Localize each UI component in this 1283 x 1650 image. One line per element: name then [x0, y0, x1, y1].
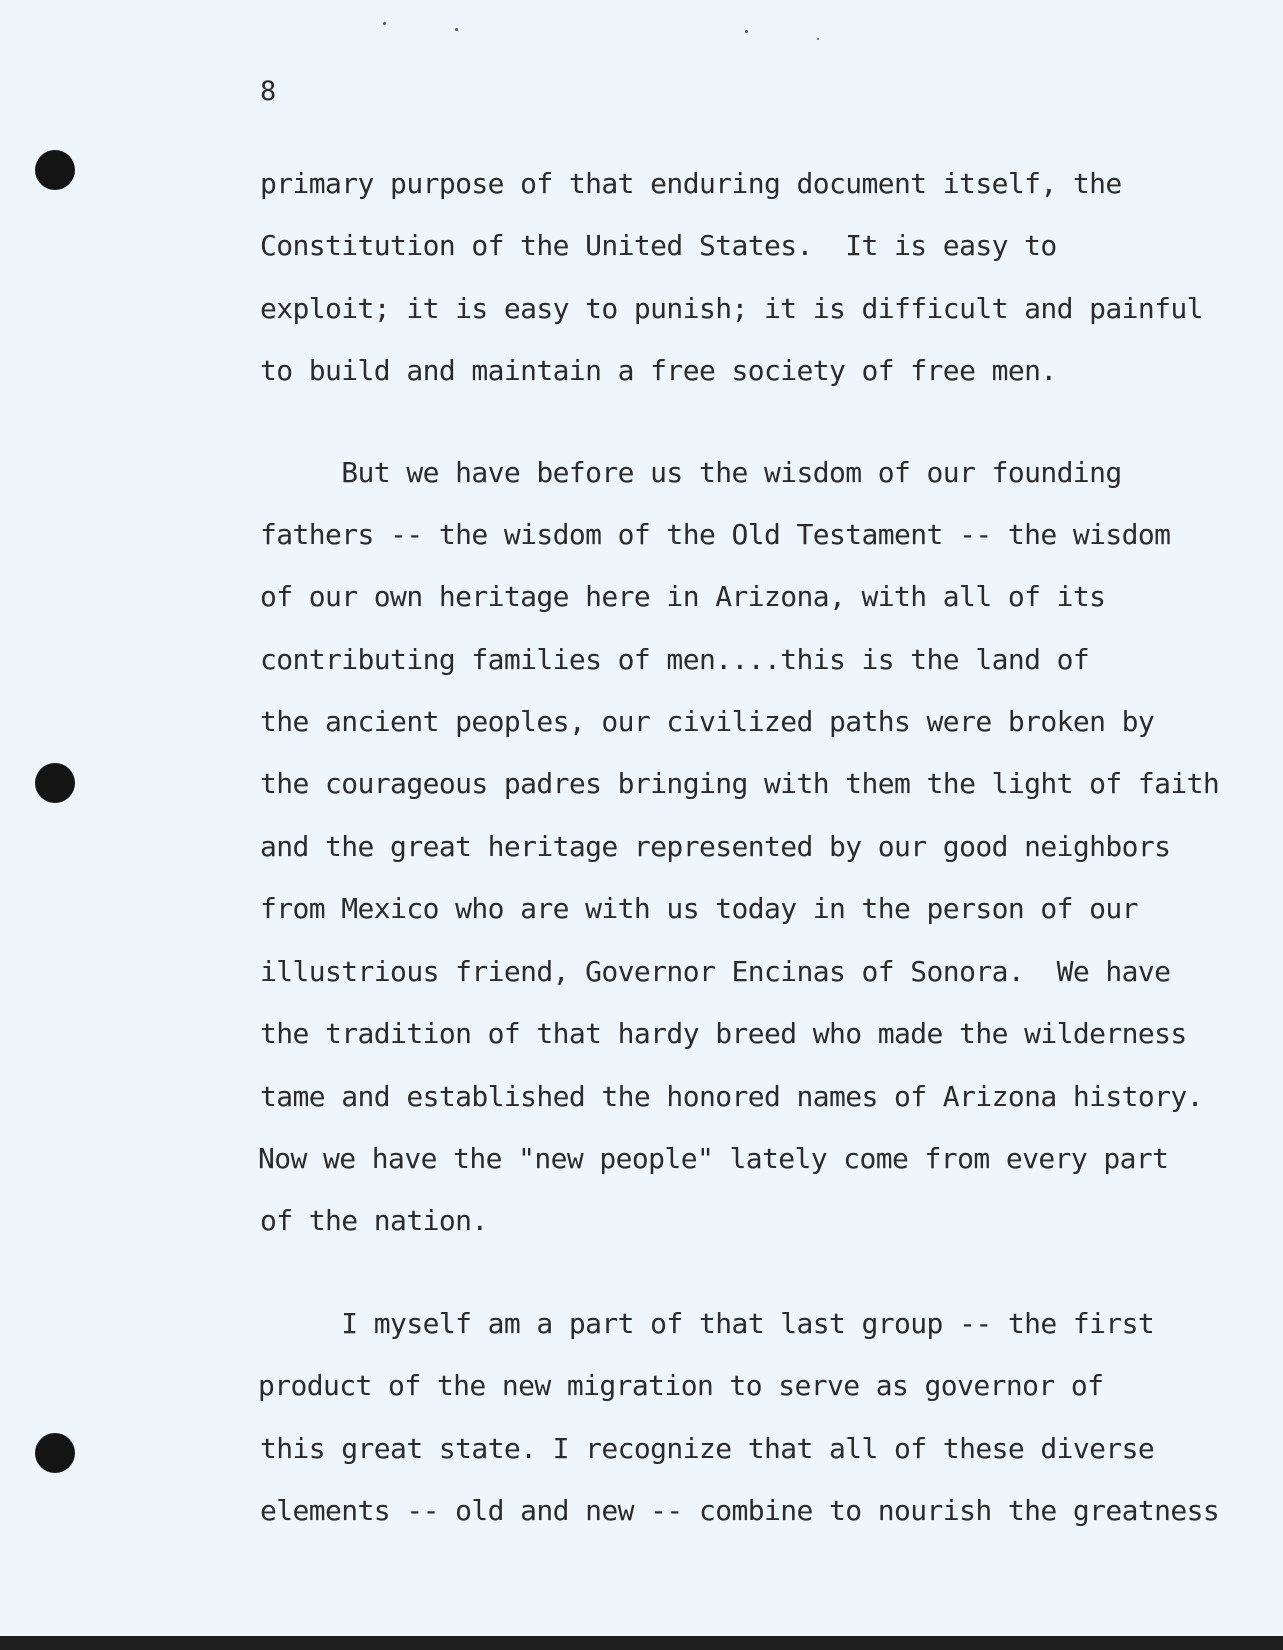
- punch-hole-top: [35, 150, 75, 190]
- text-line: the tradition of that hardy breed who made the wilderness: [260, 1017, 1187, 1050]
- text-line: the courageous padres bringing with them the light of faith: [260, 767, 1220, 800]
- text-line: and the great heritage represented by our good neighbors: [260, 830, 1171, 863]
- text-line: I myself am a part of that last group -- the first: [260, 1307, 1155, 1340]
- text-line: fathers -- the wisdom of the Old Testament -- the wisdom: [260, 518, 1171, 551]
- punch-hole-bottom: [35, 1433, 75, 1473]
- text-line: But we have before us the wisdom of our founding: [260, 456, 1122, 489]
- text-line: of our own heritage here in Arizona, with all of its: [260, 580, 1106, 613]
- text-line: elements -- old and new -- combine to nourish the greatness: [260, 1494, 1220, 1527]
- punch-hole-middle: [35, 763, 75, 803]
- text-line: Constitution of the United States. It is easy to: [260, 229, 1057, 262]
- text-line: product of the new migration to serve as governor of: [258, 1369, 1104, 1402]
- text-line: tame and established the honored names of Arizona history.: [260, 1080, 1203, 1113]
- text-line: illustrious friend, Governor Encinas of Sonora. We have: [260, 955, 1171, 988]
- scan-speck: [455, 28, 458, 31]
- scan-speck: [383, 22, 386, 25]
- text-line: primary purpose of that enduring document itself, the: [260, 167, 1122, 200]
- text-line: contributing families of men....this is the land of: [260, 643, 1090, 676]
- text-line: exploit; it is easy to punish; it is difficult and painful: [260, 292, 1203, 325]
- scan-speck: [817, 38, 819, 40]
- page-number: 8: [260, 76, 277, 107]
- scan-bottom-edge: [0, 1636, 1283, 1650]
- text-line: this great state. I recognize that all of these diverse: [260, 1432, 1155, 1465]
- scan-speck: [745, 30, 748, 33]
- text-line: of the nation.: [260, 1204, 488, 1237]
- text-line: Now we have the "new people" lately come from every part: [258, 1142, 1169, 1175]
- text-line: the ancient peoples, our civilized paths were broken by: [260, 705, 1155, 738]
- text-line: from Mexico who are with us today in the person of our: [260, 892, 1138, 925]
- text-line: to build and maintain a free society of free men.: [260, 354, 1057, 387]
